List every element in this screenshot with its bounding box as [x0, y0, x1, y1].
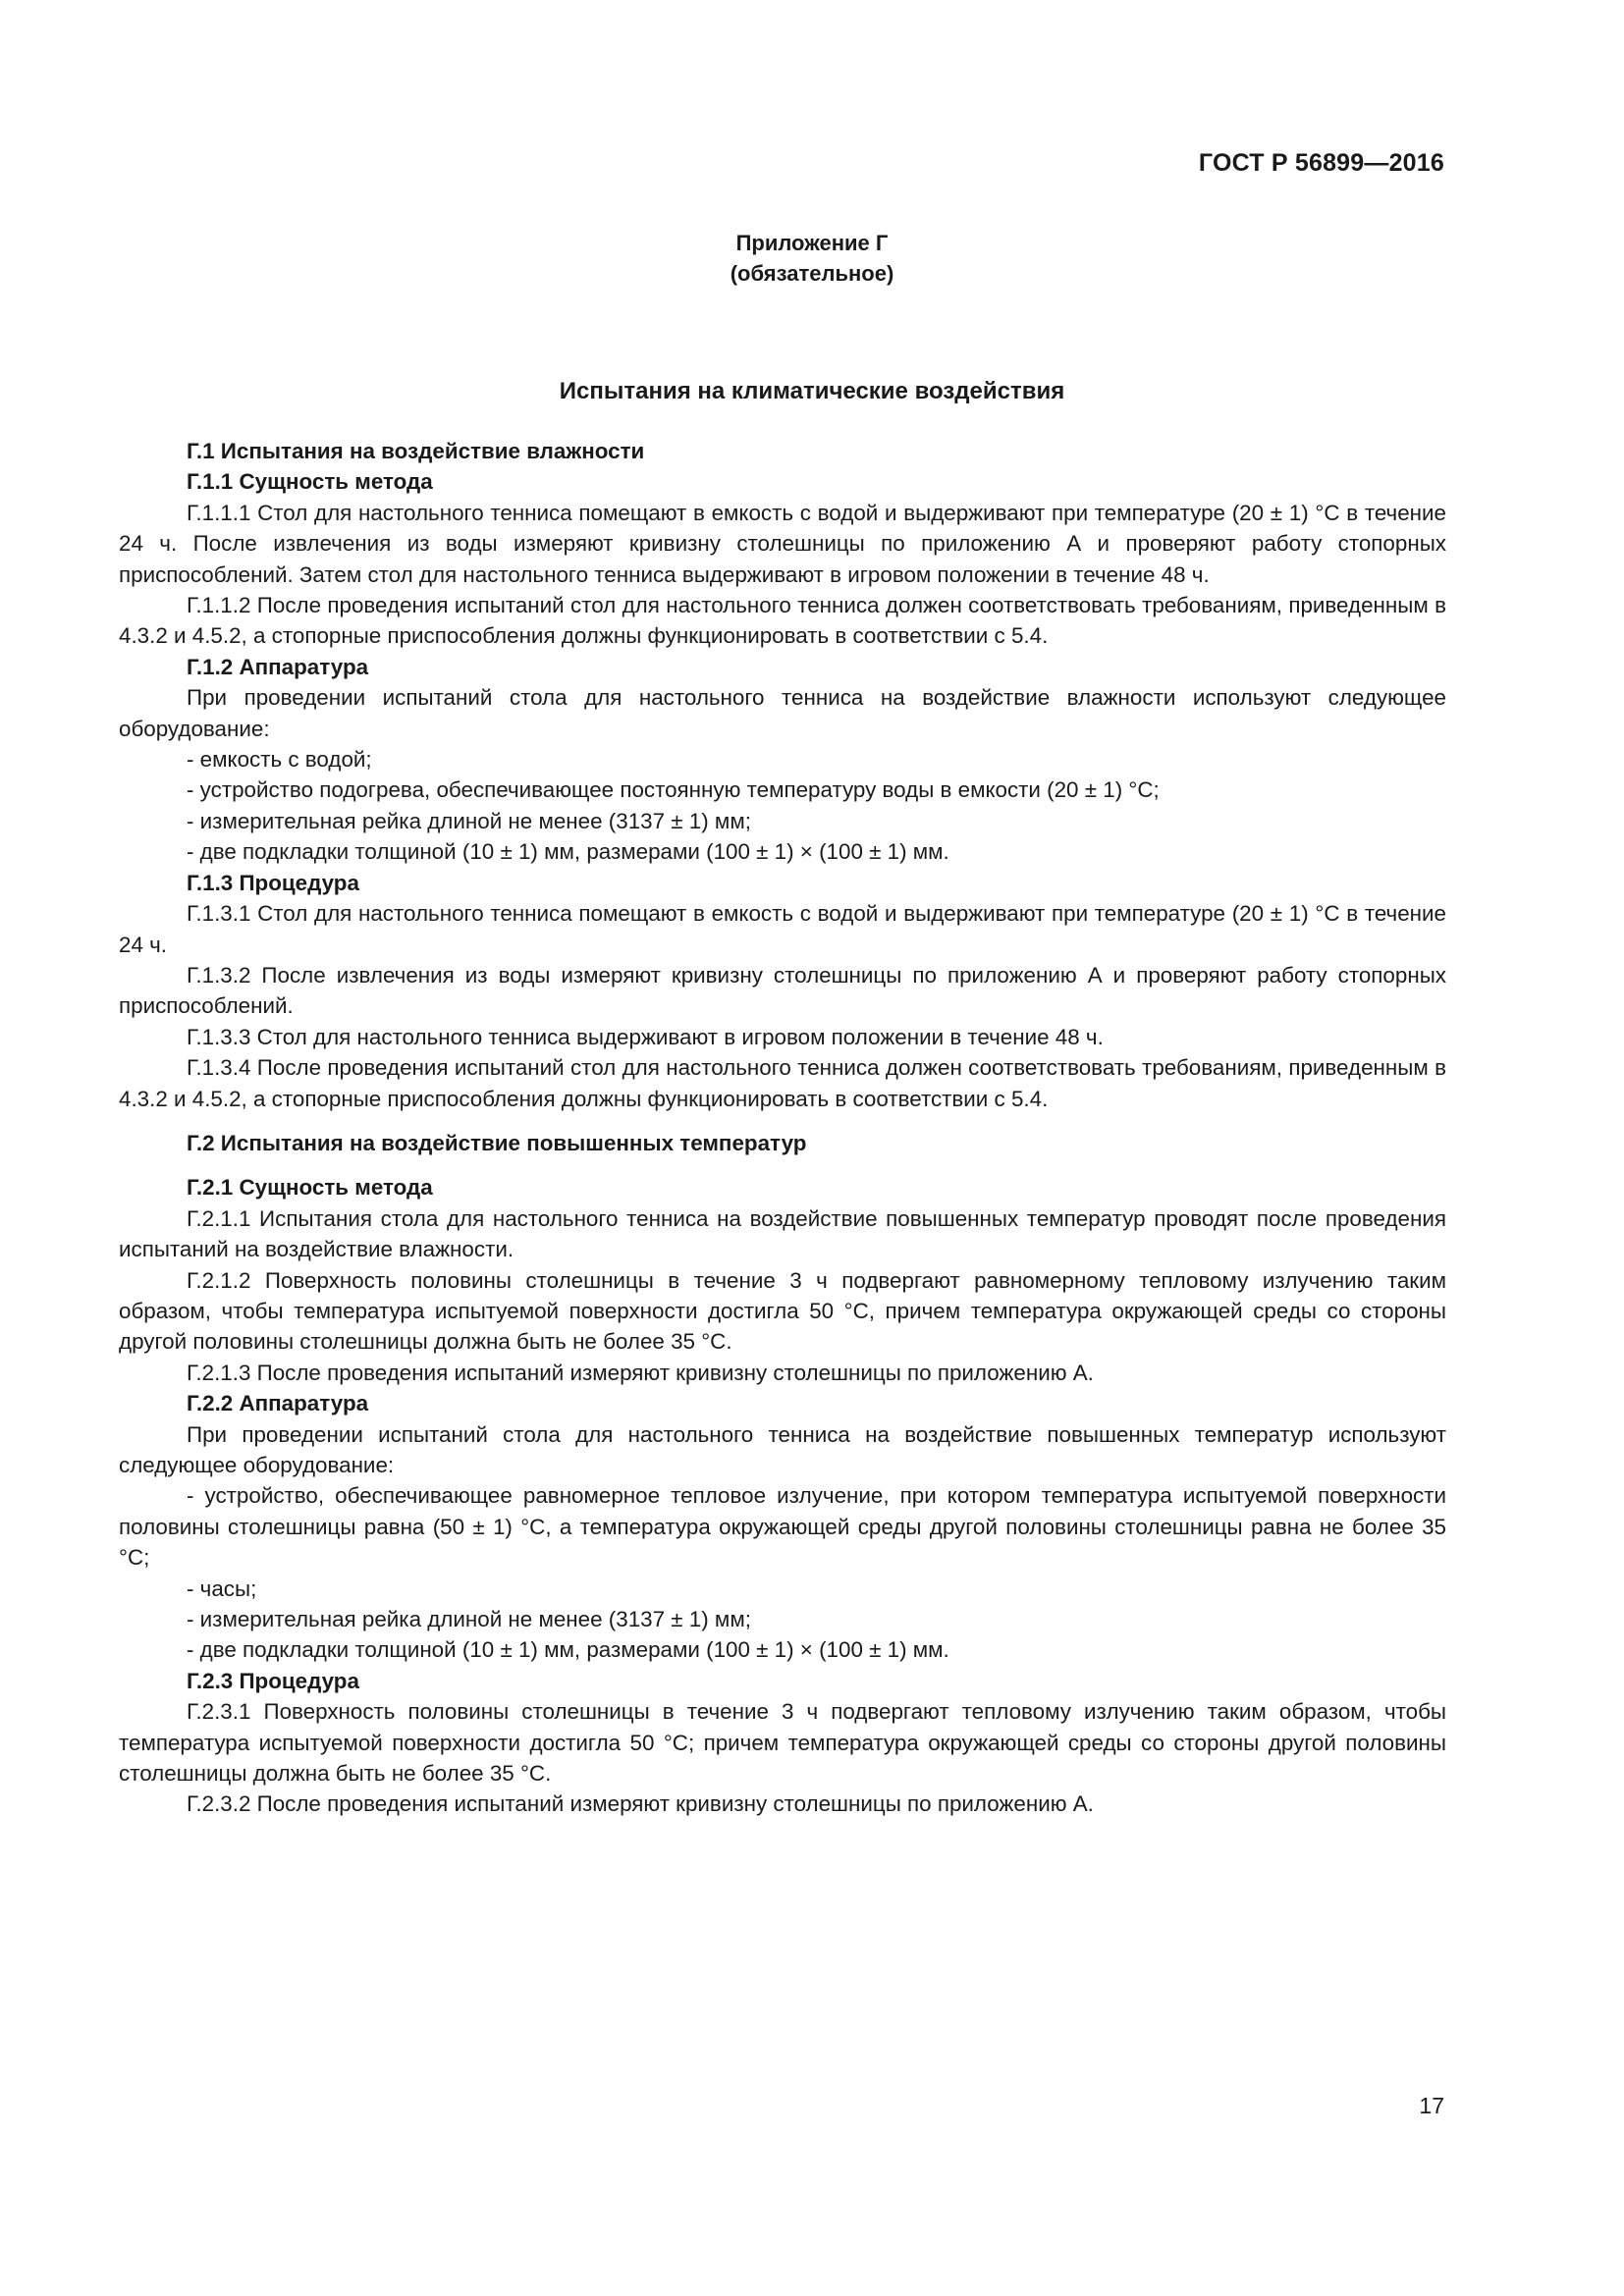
- paragraph-g231: Г.2.3.1 Поверхность половины столешницы в течение 3 ч подвергают тепловому излучению таким образом, чтобы температура испытуемой поверхности достигла 50 °C; причем температура окружающей среды со стороны другой половины столешницы должна быть не более 35 °C.: [119, 1699, 1446, 1787]
- list-item: - измерительная рейка длиной не менее (3137 ± 1) мм;: [187, 808, 751, 833]
- paragraph-g133: Г.1.3.3 Стол для настольного тенниса выдерживают в игровом положении в течение 48 ч.: [187, 1024, 1104, 1049]
- paragraph-g131: Г.1.3.1 Стол для настольного тенниса помещают в емкость с водой и выдерживают при температуре (20 ± 1) °C в течение 24 ч.: [119, 901, 1446, 957]
- document-body: [119, 436, 1446, 1820]
- page-number: 17: [1419, 2093, 1444, 2118]
- list-item: - две подкладки толщиной (10 ± 1) мм, размерами (100 ± 1) × (100 ± 1) мм.: [187, 1637, 949, 1663]
- subsection-heading-g11: Г.1.1 Сущность метода: [187, 469, 433, 495]
- section-heading-g2: Г.2 Испытания на воздействие повышенных температур: [187, 1130, 807, 1155]
- paragraph-g22-intro: При проведении испытаний стола для настольного тенниса на воздействие повышенных температур используют следующее оборудование:: [119, 1421, 1446, 1477]
- subsection-heading-g22: Г.2.2 Аппаратура: [187, 1391, 369, 1416]
- list-item: - емкость с водой;: [187, 747, 372, 773]
- subsection-heading-g23: Г.2.3 Процедура: [187, 1668, 359, 1693]
- list-item: - устройство, обеспечивающее равномерное тепловое излучение, при котором температура испытуемой поверхности половины столешницы равна (50 ± 1) °C, а температура окружающей среды другой половины столешницы равна не более 35 °C;: [119, 1483, 1446, 1571]
- paragraph-g111: Г.1.1.1 Стол для настольного тенниса помещают в емкость с водой и выдерживают при температуре (20 ± 1) °C в течение 24 ч. После извлечения из воды измеряют кривизну столешницы по приложению А и проверяют работу стопорных приспособлений. Затем стол для настольного тенниса выдерживают в игровом положении в течение 48 ч.: [119, 500, 1446, 587]
- appendix-status: (обязательное): [730, 261, 894, 286]
- list-item: - две подкладки толщиной (10 ± 1) мм, размерами (100 ± 1) × (100 ± 1) мм.: [187, 839, 949, 865]
- subsection-heading-g13: Г.1.3 Процедура: [187, 870, 359, 895]
- list-item: - измерительная рейка длиной не менее (3137 ± 1) мм;: [187, 1607, 751, 1632]
- document-code: ГОСТ Р 56899—2016: [1198, 149, 1444, 177]
- paragraph-g12-intro: При проведении испытаний стола для настольного тенниса на воздействие влажности используют следующее оборудование:: [119, 685, 1446, 741]
- paragraph-g211: Г.2.1.1 Испытания стола для настольного тенниса на воздействие повышенных температур проводят после проведения испытаний на воздействие влажности.: [119, 1205, 1446, 1262]
- paragraph-g213: Г.2.1.3 После проведения испытаний измеряют кривизну столешницы по приложению А.: [187, 1360, 1094, 1385]
- section-heading-g1: Г.1 Испытания на воздействие влажности: [187, 439, 645, 463]
- paragraph-g232: Г.2.3.2 После проведения испытаний измеряют кривизну столешницы по приложению А.: [187, 1791, 1094, 1817]
- appendix-heading: [0, 228, 1624, 289]
- list-item: - устройство подогрева, обеспечивающее постоянную температуру воды в емкости (20 ± 1) °C;: [187, 777, 1160, 803]
- main-title: Испытания на климатические воздействия: [559, 378, 1065, 404]
- paragraph-g134: Г.1.3.4 После проведения испытаний стол для настольного тенниса должен соответствовать требованиям, приведенным в 4.3.2 и 4.5.2, а стопорные приспособления должны функционировать в соответствии с 5.4.: [119, 1055, 1446, 1111]
- paragraph-g132: Г.1.3.2 После извлечения из воды измеряют кривизну столешницы по приложению А и проверяют работу стопорных приспособлений.: [119, 962, 1446, 1019]
- paragraph-g212: Г.2.1.2 Поверхность половины столешницы в течение 3 ч подвергают равномерному тепловому излучению таким образом, чтобы температура испытуемой поверхности достигла 50 °C, причем температура окружающей среды со стороны другой половины столешницы должна быть не более 35 °C.: [119, 1267, 1446, 1355]
- list-item: - часы;: [187, 1575, 257, 1601]
- subsection-heading-g21: Г.2.1 Сущность метода: [187, 1175, 433, 1201]
- subsection-heading-g12: Г.1.2 Аппаратура: [187, 654, 369, 679]
- paragraph-g112: Г.1.1.2 После проведения испытаний стол для настольного тенниса должен соответствовать требованиям, приведенным в 4.3.2 и 4.5.2, а стопорные приспособления должны функционировать в соответствии с 5.4.: [119, 593, 1446, 649]
- appendix-title: Приложение Г: [735, 231, 889, 255]
